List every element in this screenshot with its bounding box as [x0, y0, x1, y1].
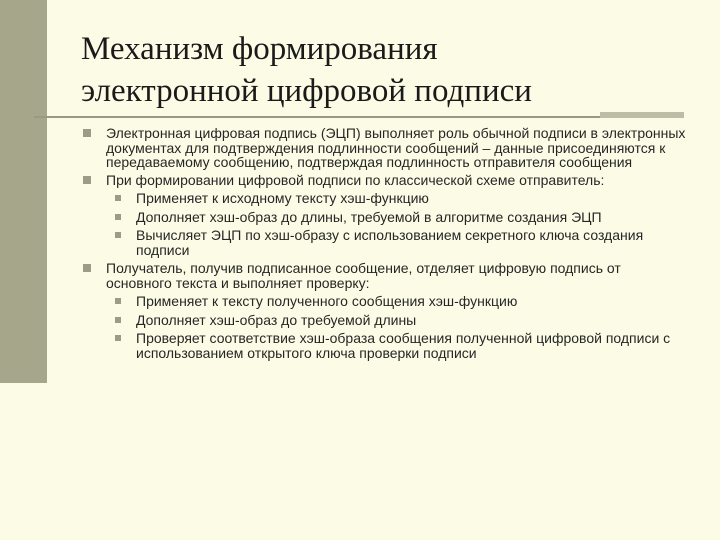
sub-bullet-item: [114, 294, 688, 309]
slide-title-line-2: электронной цифровой подписи: [81, 73, 532, 109]
sub-bullet-list-1: [82, 191, 688, 257]
square-bullet-icon: [83, 176, 91, 184]
slide-title: [81, 28, 701, 112]
bullet-item-text: Получатель, получив подписанное сообщение, отделяет цифровую подпись от основного текста и выполняет проверку:: [106, 260, 621, 291]
bullet-item-text: Электронная цифровая подпись (ЭЦП) выполняет роль обычной подписи в электронных документах для подтверждения подлинности сообщений – данные присоединяются к передаваемому сообщению, подтверждая подлинность отправителя сообщения: [106, 125, 686, 170]
square-bullet-icon: [83, 264, 91, 272]
sub-bullet-item-text: Применяет к исходному тексту хэш-функцию: [136, 190, 429, 206]
sub-bullet-item-text: Вычисляет ЭЦП по хэш-образу с использованием секретного ключа создания подписи: [136, 227, 644, 258]
slide-title-line-1: Механизм формирования: [81, 31, 438, 67]
square-bullet-icon: [83, 129, 91, 137]
bullet-item-1: [82, 126, 688, 170]
sub-bullet-item: [114, 191, 688, 206]
title-underline: [34, 116, 684, 118]
square-bullet-icon: [115, 232, 121, 238]
sub-bullet-item-text: Дополняет хэш-образ до требуемой длины: [136, 311, 417, 328]
sub-bullet-list-2: [82, 294, 688, 360]
square-bullet-icon: [115, 214, 121, 220]
square-bullet-icon: [115, 195, 121, 201]
left-accent-bar: [0, 0, 47, 383]
sub-bullet-item-text: Применяет к тексту полученного сообщения хэш-функцию: [136, 293, 518, 309]
title-underline-accent: [600, 112, 684, 118]
square-bullet-icon: [115, 317, 121, 323]
sub-bullet-item: [114, 331, 688, 360]
sub-bullet-item-text: Дополняет хэш-образ до длины, требуемой в алгоритме создания ЭЦП: [136, 208, 602, 225]
sub-bullet-item: [114, 210, 688, 225]
sub-bullet-item-text: Проверяет соответствие хэш-образа сообщения полученной цифровой подписи с использованием открытого ключа проверки подписи: [136, 330, 671, 361]
slide-content: [82, 126, 688, 364]
bullet-item-3: [82, 261, 688, 290]
sub-bullet-item: [114, 228, 688, 257]
bullet-item-text: При формировании цифровой подписи по классической схеме отправитель:: [106, 171, 605, 188]
square-bullet-icon: [115, 335, 121, 341]
sub-bullet-item: [114, 313, 688, 328]
bullet-item-2: [82, 173, 688, 188]
square-bullet-icon: [115, 298, 121, 304]
